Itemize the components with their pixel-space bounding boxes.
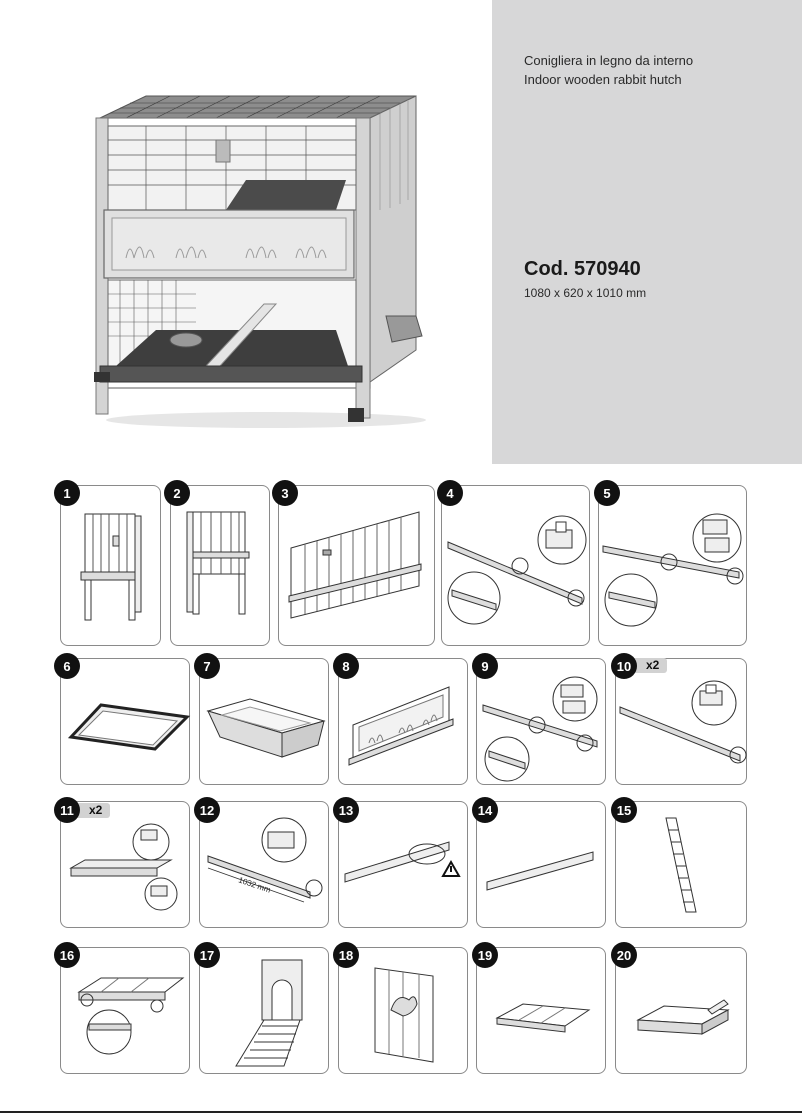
rail-detail-illustration	[442, 486, 591, 647]
step-20-panel	[615, 947, 747, 1074]
drawer-tray-illustration	[200, 659, 330, 786]
step-5-panel	[598, 485, 747, 646]
shelf-illustration	[61, 948, 191, 1075]
product-code: Cod. 570940	[524, 258, 641, 280]
step-8-panel	[338, 658, 468, 785]
step-1-panel	[60, 485, 161, 646]
front-panel-illustration	[339, 659, 469, 786]
step-19-panel	[476, 947, 606, 1074]
platform-illustration	[477, 948, 607, 1075]
step-number-badge: 5	[594, 480, 620, 506]
step-18-panel	[338, 947, 468, 1074]
step-number-badge: 9	[472, 653, 498, 679]
bar-illustration	[477, 802, 607, 929]
step-number-badge: 18	[333, 942, 359, 968]
step-7-panel	[199, 658, 329, 785]
step-number-badge: 7	[194, 653, 220, 679]
step-11-panel	[60, 801, 190, 928]
step-13-panel	[338, 801, 468, 928]
side-frame-left-illustration	[61, 486, 162, 647]
step-number-badge: 11	[54, 797, 80, 823]
measured-rail-illustration	[200, 802, 330, 929]
quantity-badge: x2	[632, 658, 667, 673]
step-number-badge: 16	[54, 942, 80, 968]
step-number-badge: 15	[611, 797, 637, 823]
step-10-panel	[615, 658, 747, 785]
step-2-panel	[170, 485, 270, 646]
back-panel-illustration	[279, 486, 436, 647]
footer-rule	[0, 1111, 802, 1113]
step-14-panel	[476, 801, 606, 928]
rail-detail-illustration	[616, 659, 748, 786]
step-number-badge: 14	[472, 797, 498, 823]
step-number-badge: 6	[54, 653, 80, 679]
step-number-badge: 19	[472, 942, 498, 968]
product-title-italian: Conigliera in legno da interno	[524, 53, 694, 68]
step-6-panel	[60, 658, 190, 785]
step-16-panel	[60, 947, 190, 1074]
rail-detail-illustration	[477, 659, 607, 786]
step-3-panel	[278, 485, 435, 646]
product-title-english: Indoor wooden rabbit hutch	[524, 72, 682, 87]
rail-detail-illustration	[599, 486, 748, 647]
ramp-ladder-illustration	[616, 802, 748, 929]
step-number-badge: 13	[333, 797, 359, 823]
rabbit-door-panel-illustration	[339, 948, 469, 1075]
rabbit-hutch-photo	[86, 90, 436, 430]
product-info-panel	[492, 0, 802, 464]
step-number-badge: 4	[437, 480, 463, 506]
step-15-panel	[615, 801, 747, 928]
quantity-badge: x2	[75, 803, 110, 818]
box-illustration	[616, 948, 748, 1075]
step-17-panel	[199, 947, 329, 1074]
product-dimensions: 1080 x 620 x 1010 mm	[524, 286, 647, 300]
step-number-badge: 2	[164, 480, 190, 506]
step-number-badge: 3	[272, 480, 298, 506]
step-number-badge: 8	[333, 653, 359, 679]
step-number-badge: 20	[611, 942, 637, 968]
measurement-label: 1032 mm	[237, 875, 272, 895]
product-header	[0, 0, 802, 464]
side-frame-right-illustration	[171, 486, 271, 647]
door-with-ramp-illustration	[200, 948, 330, 1075]
step-number-badge: 12	[194, 797, 220, 823]
crossbar-warning-illustration	[339, 802, 469, 929]
step-4-panel	[441, 485, 590, 646]
step-9-panel	[476, 658, 606, 785]
step-12-panel	[199, 801, 329, 928]
step-number-badge: 1	[54, 480, 80, 506]
tray-illustration	[61, 659, 191, 786]
step-number-badge: 17	[194, 942, 220, 968]
rail-detail-illustration	[61, 802, 191, 929]
step-number-badge: 10	[611, 653, 637, 679]
